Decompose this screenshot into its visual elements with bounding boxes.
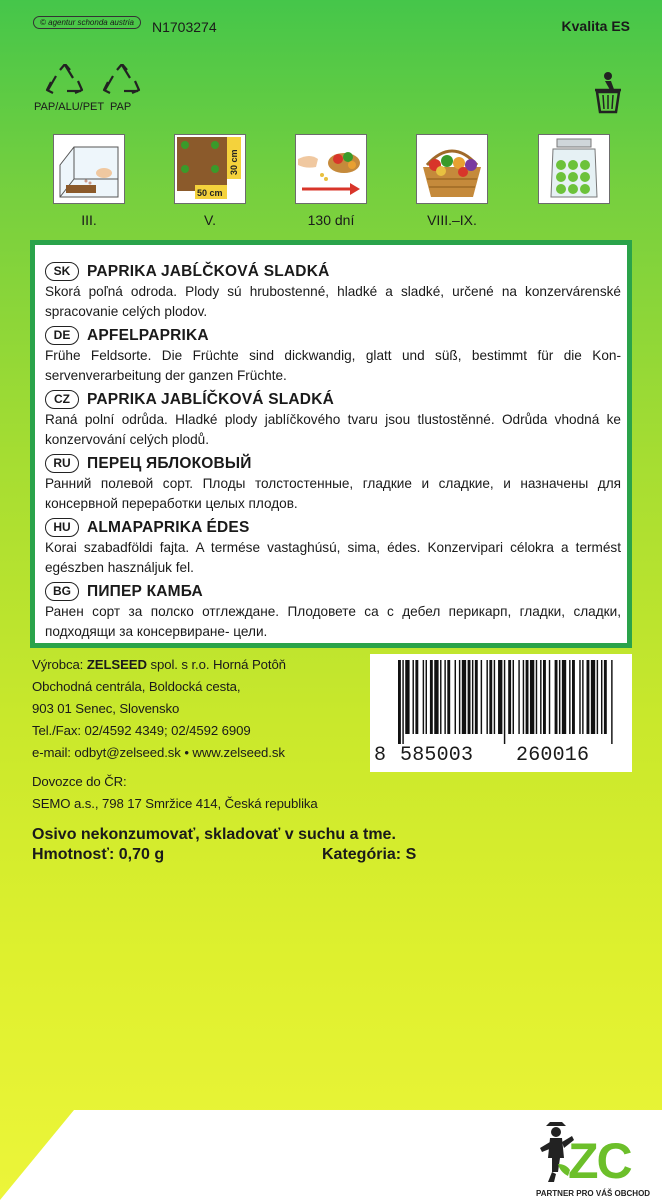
importer-title: Dovozce do ČR: xyxy=(32,774,127,789)
importer-address: SEMO a.s., 798 17 Smržice 414, Česká republika xyxy=(32,796,318,811)
lang-code-badge: HU xyxy=(45,518,79,537)
lang-block-hu xyxy=(45,517,621,577)
variety-description: Raná polní odrůda. Hladké plody jablíčkového tvaru jsou tlustostěnné. Odrůda vhodná ke konzervování celých plodů. xyxy=(45,412,621,447)
harvest-time-icon xyxy=(295,134,367,204)
recycle-icon xyxy=(45,64,85,100)
trash-bin-icon xyxy=(588,70,628,114)
variety-info-inner xyxy=(35,245,627,643)
step-label-4: VIII.–IX. xyxy=(427,212,477,228)
recycle-label-1: PAP/ALU/PET xyxy=(34,101,105,113)
variety-description: Frühe Feldsorte. Die Früchte sind dickwandig, glatt und süß, bestimmt für die Konservenverarbeitung der ganzen Früchte. xyxy=(45,348,621,383)
lang-block-bg xyxy=(45,581,621,641)
lang-code-badge: SK xyxy=(45,262,79,281)
lang-code-badge: CZ xyxy=(45,390,79,409)
agentur-text: agentur schonda austria xyxy=(48,18,134,27)
lang-block-de xyxy=(45,325,621,385)
step-label-3: 130 dní xyxy=(307,212,355,228)
producer-line-1 xyxy=(32,657,286,672)
producer-line-3: 903 01 Senec, Slovensko xyxy=(32,701,180,716)
harvest-basket-icon xyxy=(416,134,488,204)
greenhouse-sowing-icon xyxy=(53,134,125,204)
preserving-jar-icon xyxy=(538,134,610,204)
lang-code-badge: RU xyxy=(45,454,79,473)
step-label-2: V. xyxy=(204,212,216,228)
weight-label: Hmotnosť: 0,70 g xyxy=(32,846,165,863)
logo-letters: ZC xyxy=(568,1133,631,1189)
header xyxy=(0,0,662,50)
variety-name: ALMAPAPRIKA ÉDES xyxy=(87,518,250,536)
storage-notice: Osivo nekonzumovať, skladovať v suchu a tme. xyxy=(32,826,396,843)
variety-name: PAPRIKA JABLÍČKOVÁ SLADKÁ xyxy=(87,390,334,408)
variety-info-panel xyxy=(30,240,632,648)
barcode xyxy=(370,654,632,772)
producer-prefix: Výrobca: xyxy=(32,657,87,672)
producer-company: ZELSEED xyxy=(86,657,147,672)
spacing-b-label: 30 cm xyxy=(229,149,239,175)
quality-label: Kvalita ES xyxy=(561,18,630,34)
planting-spacing-icon xyxy=(174,134,246,204)
variety-description: Skorá poľná odroda. Plody sú hrubostenné, hladké a sladké, určené na konzervárenské spracovanie celých plodov. xyxy=(45,284,621,319)
variety-name: PAPRIKA JABĹČKOVÁ SLADKÁ xyxy=(87,262,330,280)
barcode-group-1: 585003 xyxy=(400,744,474,767)
recycle-icon xyxy=(102,64,142,100)
barcode-group-2: 260016 xyxy=(516,744,590,767)
variety-description: Korai szabadföldi fajta. A termése vastaghúsú, sima, édes. Konzervipari célokra a termést egészben használjuk fel. xyxy=(45,540,621,575)
recycle-label-2: PAP xyxy=(110,101,132,113)
product-code: N1703274 xyxy=(152,19,217,35)
variety-description: Ранен сорт за полско отглеждане. Плодовете са с дебел перикарп, гладки, сладки, подходящи за консервиране- цели. xyxy=(45,604,621,639)
lang-code-badge: BG xyxy=(45,582,79,601)
producer-line-2: Obchodná centrála, Boldocká cesta, xyxy=(32,679,241,694)
agentur-mark: © agentur schonda austria xyxy=(33,16,141,29)
variety-description: Ранний полевой сорт. Плоды толстостенные, гладкие и сладкие, и назначены для консервной переработки целых плодов. xyxy=(45,476,621,511)
lang-block-ru xyxy=(45,453,621,513)
producer-contact: e-mail: odbyt@zelseed.sk • www.zelseed.sk xyxy=(32,745,285,760)
producer-address: spol. s r.o. Horná Potôň xyxy=(146,657,286,672)
lang-block-sk xyxy=(45,261,621,321)
lang-block-cz xyxy=(45,389,621,449)
barcode-bars xyxy=(380,660,622,744)
zc-logo xyxy=(532,1118,658,1200)
spacing-a-label: 50 cm xyxy=(197,188,223,198)
category-label: Kategória: S xyxy=(322,846,417,863)
logo-tagline: PARTNER PRO VÁŠ OBCHOD xyxy=(536,1189,651,1198)
producer-phone: Tel./Fax: 02/4592 4349; 02/4592 6909 xyxy=(32,723,251,738)
step-label-1: III. xyxy=(81,212,97,228)
variety-name: APFELPAPRIKA xyxy=(87,326,209,344)
variety-name: ПЕРЕЦ ЯБЛОКОВЫЙ xyxy=(87,454,252,472)
lang-code-badge: DE xyxy=(45,326,79,345)
variety-name: ПИПЕР КАМБА xyxy=(87,582,203,600)
barcode-digit-first: 8 xyxy=(374,744,387,767)
